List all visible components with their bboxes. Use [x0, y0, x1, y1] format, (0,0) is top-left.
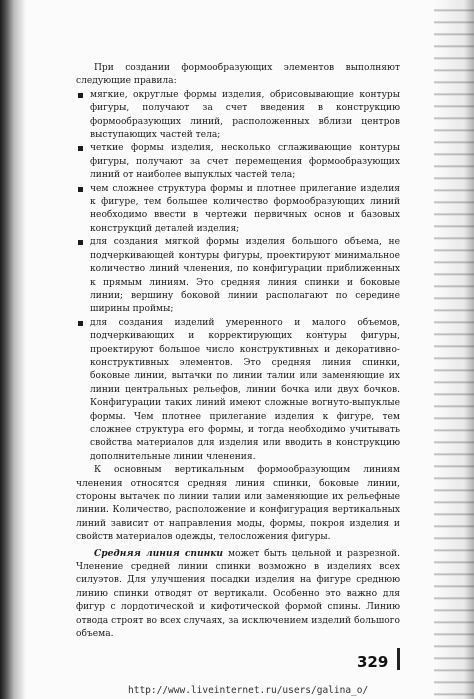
list-item-text: для создания мягкой формы изделия большого объема, не подчеркивающей контуры фигуры, проектируют минимальное количество линий членения, по конфигурации приближенных к прямым линиям. Это средняя линия спинки и боковые линии; вершину боковой линии располагают по середине ширины проймы; [90, 237, 400, 315]
list-item [76, 183, 400, 237]
list-item [76, 89, 400, 143]
list-item-text: четкие формы изделия, несколько сглаживающие контуры фигуры, получают за счет перемещения формообразующих линий от наиболее выпуклых частей тела; [90, 143, 400, 181]
square-bullet-icon [78, 240, 83, 245]
page-shadow-left [0, 0, 26, 699]
square-bullet-icon [78, 146, 83, 151]
rules-list [76, 89, 400, 464]
page-text [76, 62, 400, 643]
back-line-text: может быть цельной и разрезной. Членение средней линии спинки возможно в изделиях всех силуэтов. Для улучшения посадки изделия на фигуре среднюю линию спинки отводят от вертикали. Особенно это важно для фигур с лордотической и кифотической формой спины. Линию отвода строят во всех случаях, за исключением изделий большого объема. [76, 548, 400, 640]
page-shadow-right [434, 0, 474, 699]
back-line-paragraph [76, 547, 400, 642]
square-bullet-icon [78, 93, 83, 98]
square-bullet-icon [78, 187, 83, 192]
list-item-text: мягкие, округлые формы изделия, обрисовывающие контуры фигуры, получают за счет введения в конструкцию формообразующих линий, расположенных вблизи центров выступающих частей тела; [90, 89, 400, 141]
square-bullet-icon [78, 321, 83, 326]
list-item [76, 142, 400, 182]
page-number: 329 [357, 653, 389, 671]
list-item-text: для создания изделий умеренного и малого объемов, подчеркивающих и корректирующих контуры фигуры, проектируют большое число конструктивных и декоративно-конструктивных элементов. Это средняя линия спинки, боковые линии, вытачки по линии талии или заменяющие их линии центральных рельефов, линии бочка или двух бочков. Конфигурации таких линий имеют сложные вогнуто-выпуклые формы. Чем плотнее прилегание изделия к фигуре, тем сложнее структура его формы, и тогда необходимо учитывать свойства материалов для изделия или вводить в конструкцию дополнительные линии членения. [90, 317, 400, 462]
main-lines-paragraph: К основным вертикальным формообразующим линиям членения относятся средняя линия спинки, боковые линии, стороны вытачек по линии талии или заменяющие их рельефные линии. Количество, расположение и конфигурация вертикальных линий зависит от направления моды, формы, покроя изделия и свойств материалов одежды, телосложения фигуры. [76, 465, 400, 543]
footer-url: http://www.liveinternet.ru/users/galina_o/ [128, 685, 369, 696]
list-item [76, 317, 400, 464]
back-line-lead: Средняя линия спинки [94, 547, 224, 559]
list-item [76, 236, 400, 316]
page-number-bar [397, 648, 400, 670]
intro-paragraph: При создании формообразующих элементов выполняют следующие правила: [76, 63, 400, 87]
list-item-text: чем сложнее структура формы и плотнее прилегание изделия к фигуре, тем большее количество формообразующих линий необходимо ввести в чертежи первичных основ и базовых конструкций деталей изделия; [90, 183, 400, 234]
